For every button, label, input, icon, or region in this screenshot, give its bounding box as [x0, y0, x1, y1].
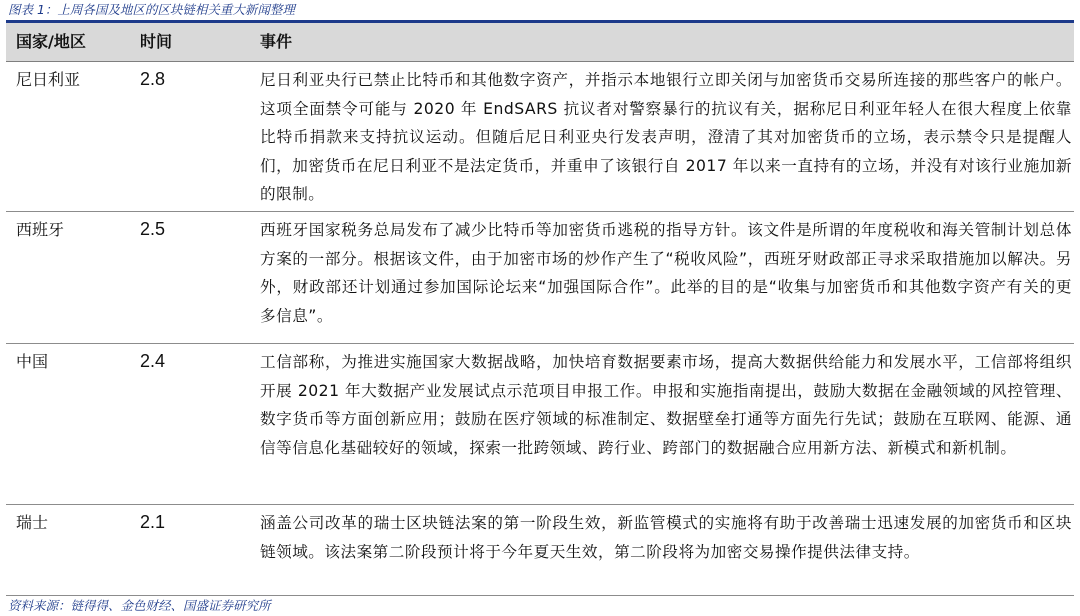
source-note: 资料来源：链得得、金色财经、国盛证券研究所 [8, 598, 271, 613]
table-header [6, 23, 1074, 62]
row-date: 2.1 [140, 512, 166, 532]
row-country: 瑞士 [16, 513, 49, 532]
row-event: 西班牙国家税务总局发布了减少比特币等加密货币逃税的指导方针。该文件是所谓的年度税收和海关管制计划总体方案的一部分。根据该文件，由于加密市场的炒作产生了“税收风险”，西班牙财政部正寻求采取措施加以解决。另外，财政部还计划通过参加国际论坛来“加强国际合作”。此举的目的是“收集与加密货币和其他数字资产有关的更多信息”。 [260, 221, 1072, 325]
row-date: 2.5 [140, 219, 166, 239]
row-event: 工信部称，为推进实施国家大数据战略，加快培育数据要素市场，提高大数据供给能力和发展水平，工信部将组织开展 2021 年大数据产业发展试点示范项目申报工作。申报和实施指南提出，鼓励大数据在金融领域的风控管理、数字货币等方面创新应用；鼓励在医疗领域的标准制定、数据壁垒打通等方面先行先试；鼓励在互联网、能源、通信等信息化基础较好的领域，探索一批跨领域、跨行业、跨部门的数据融合应用新方法、新模式和新机制。 [260, 353, 1072, 457]
row-event: 尼日利亚央行已禁止比特币和其他数字资产，并指示本地银行立即关闭与加密货币交易所连接的那些客户的帐户。这项全面禁令可能与 2020 年 EndSARS 抗议者对警察暴行的抗议有关，据称尼日利亚年轻人在很大程度上依靠比特币捐款来支持抗议运动。但随后尼日利亚央行发表声明，澄清了其对加密货币的立场，表示禁令只是提醒人们，加密货币在尼日利亚不是法定货币，并重申了该银行自 2017 年以来一直持有的立场，并没有对该行业施加新的限制。 [260, 71, 1072, 204]
table-row [6, 505, 1074, 596]
table-row [6, 212, 1074, 344]
table-row [6, 344, 1074, 505]
row-country: 中国 [16, 352, 49, 371]
header-country: 国家/地区 [16, 32, 86, 51]
row-country: 西班牙 [16, 220, 65, 239]
header-date: 时间 [140, 32, 173, 51]
row-event: 涵盖公司改革的瑞士区块链法案的第一阶段生效，新监管模式的实施将有助于改善瑞士迅速发展的加密货币和区块链领域。该法案第二阶段预计将于今年夏天生效，第二阶段将为加密交易操作提供法律支持。 [260, 514, 1072, 561]
figure-caption: 图表 1：上周各国及地区的区块链相关重大新闻整理 [8, 2, 295, 17]
table-row [6, 62, 1074, 212]
row-date: 2.8 [140, 69, 166, 89]
row-country: 尼日利亚 [16, 70, 81, 89]
header-event: 事件 [260, 32, 293, 51]
row-date: 2.4 [140, 351, 166, 371]
